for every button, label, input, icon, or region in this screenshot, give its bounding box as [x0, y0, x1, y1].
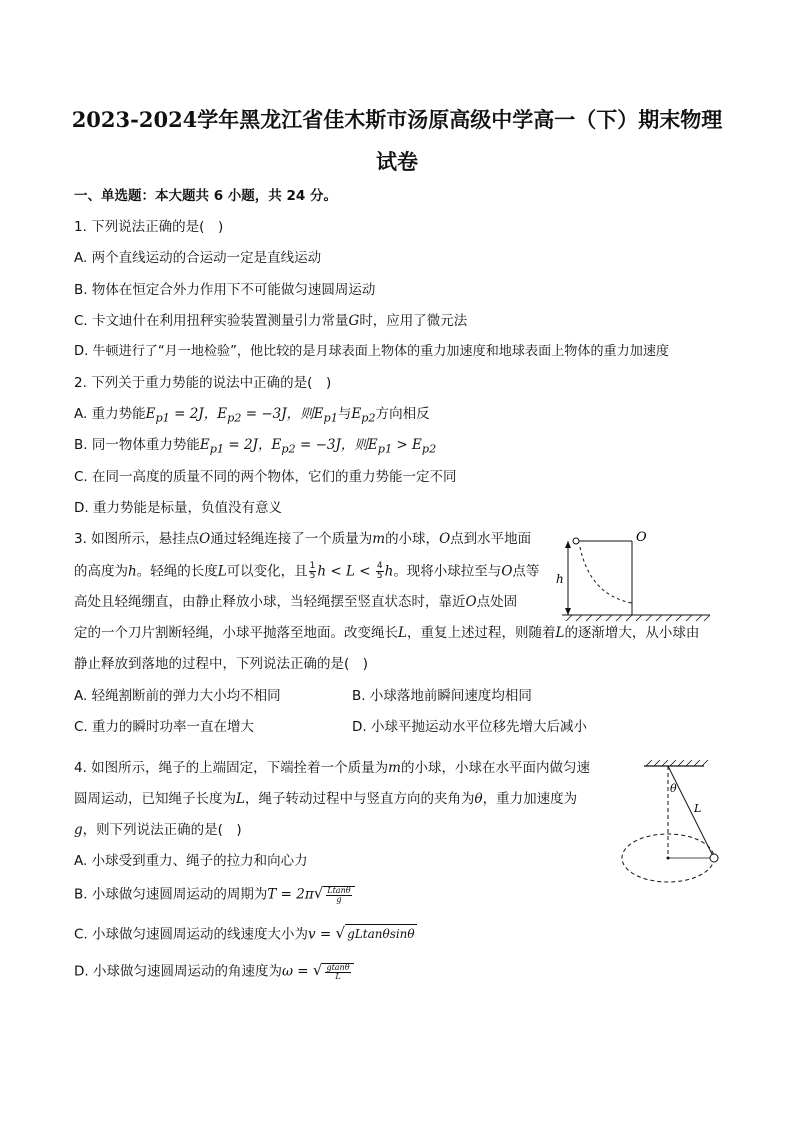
q2-option-d: D. 重力势能是标量，负值没有意义 — [74, 500, 282, 516]
q2-option-a — [74, 405, 430, 428]
q2-a-val2: = −3J，则 — [241, 406, 314, 422]
q3-frac2-num: 4 — [376, 561, 383, 571]
q2-b-e1: E — [199, 437, 210, 453]
q3-frac1-num: 1 — [309, 561, 316, 571]
q1-c-text1: C. 卡文迪什在利用扭秤实验装置测量引力常量 — [74, 313, 349, 329]
q4-option-a: A. 小球受到重力、绳子的拉力和向心力 — [74, 853, 308, 869]
q2-a-post: 方向相反 — [375, 406, 430, 422]
q4-d-eq: ω = — [281, 963, 313, 980]
q1-option-c — [74, 312, 467, 330]
q1-option-d: D. 牛顿进行了“月一地检验”，他比较的是月球表面上物体的重力加速度和地球表面上物体的重力加速度 — [74, 344, 670, 359]
q4-c-sqrt: √ gLtanθsinθ — [335, 924, 415, 942]
q3-option-a: A. 轻绳割断前的弹力大小均不相同 — [74, 688, 281, 704]
q2-a-mid: 与 — [337, 406, 352, 422]
q3-l3b: 点处固 — [476, 594, 518, 610]
q2-a-sub4: p2 — [361, 411, 376, 425]
q3-label-o: O — [636, 530, 647, 545]
q3-l1b: 通过轻绳连接了一个质量为 — [210, 531, 373, 547]
q2-b-prefix: B. 同一物体重力势能 — [74, 437, 200, 453]
q1-c-symbol: G — [348, 313, 360, 329]
q4-option-b — [74, 884, 355, 905]
q4-l1a: 4. 如图所示，绳子的上端固定，下端拴着一个质量为 — [74, 760, 389, 776]
q3-l2c: 可以变化，且 — [226, 563, 308, 580]
q4-l2b: ，绳子转动过程中与竖直方向的夹角为 — [244, 791, 475, 807]
q4-sym-l: L — [236, 791, 245, 807]
q3-option-c: C. 重力的瞬时功率一直在增大 — [74, 719, 255, 735]
q2-option-b — [74, 436, 436, 459]
q3-l1a: 3. 如图所示，悬挂点 — [74, 531, 200, 547]
q4-stem-line1 — [74, 759, 590, 777]
q2-a-e2: E — [217, 406, 228, 422]
q4-c-eq: v = — [308, 926, 336, 943]
q2-b-cmp: > — [392, 437, 413, 453]
q4-b-prefix: B. 小球做匀速圆周运动的周期为 — [74, 886, 268, 903]
q3-sym-o1: O — [199, 531, 211, 547]
q2-a-e4: E — [351, 406, 362, 422]
q3-option-b: B. 小球落地前瞬间速度均相同 — [352, 688, 532, 704]
q4-l2c: ，重力加速度为 — [482, 791, 578, 807]
q3-l4b: ，重复上述过程，则随着 — [406, 625, 556, 641]
q4-sym-g: g — [74, 822, 83, 838]
q3-l4a: 定的一个刀片割断轻绳，小球平抛落至地面。改变绳长 — [74, 625, 398, 641]
q4-b-sqrt: √ $\frac{Ltan\theta}{g}$ — [314, 884, 355, 905]
q3-frac1-den: 5 — [309, 571, 316, 581]
q1-c-text2: 时，应用了微元法 — [359, 313, 468, 329]
q2-option-c: C. 在同一高度的质量不同的两个物体，它们的重力势能一定不同 — [74, 469, 457, 485]
q4-d-rad-num: gtanθ — [326, 963, 350, 972]
q4-stem-line3 — [74, 821, 242, 839]
q3-arrow-head-down — [565, 608, 571, 615]
q3-stem-line3 — [74, 593, 517, 611]
q3-sym-o3: O — [501, 563, 513, 580]
q3-swing-path — [580, 547, 632, 603]
q2-a-e3: E — [313, 406, 324, 422]
q4-conical-pendulum-figure — [612, 758, 732, 890]
q3-ground-hatch — [566, 615, 710, 621]
q3-option-d: D. 小球平抛运动水平位移先增大后减小 — [352, 719, 587, 735]
q4-d-rad-den: L — [335, 972, 341, 981]
q3-stem-line2 — [74, 562, 539, 581]
q4-sym-theta: θ — [474, 791, 483, 807]
q3-stem-line4 — [74, 624, 699, 642]
q3-fraction-1 — [309, 562, 317, 581]
q3-ball — [573, 538, 579, 544]
q3-label-h: h — [556, 572, 564, 586]
q3-pendulum-figure — [550, 525, 720, 625]
doc-title-line1: 2023-2024学年黑龙江省佳木斯市汤原高级中学高一（下）期末物理 — [71, 107, 723, 132]
q4-rope — [668, 766, 714, 858]
q3-sym-m: m — [372, 531, 386, 547]
q3-sym-l: L — [217, 563, 227, 580]
q3-sym-h3: h — [384, 563, 394, 580]
q4-d-prefix: D. 小球做匀速圆周运动的角速度为 — [74, 963, 282, 980]
q2-a-sub3: p1 — [323, 411, 338, 425]
q2-b-e3: E — [367, 437, 378, 453]
q1-stem: 1. 下列说法正确的是( ) — [74, 219, 224, 235]
q2-b-sub2: p2 — [281, 442, 296, 456]
q4-ceiling-hatch — [646, 760, 708, 766]
q4-c-prefix: C. 小球做匀速圆周运动的线速度大小为 — [74, 926, 309, 943]
q4-label-l: L — [694, 802, 702, 815]
q4-ball — [710, 854, 718, 862]
doc-title-line2: 试卷 — [376, 149, 418, 174]
q2-a-sub2: p2 — [227, 411, 242, 425]
q4-option-c — [74, 924, 417, 945]
q3-l2d: < L < — [326, 563, 375, 580]
q4-center-dot — [667, 857, 670, 860]
q2-b-e2: E — [271, 437, 282, 453]
q3-l2a: 的高度为 — [74, 563, 128, 580]
q4-b-eq: T = 2π — [267, 886, 314, 903]
q2-b-val1: = 2J， — [224, 437, 272, 453]
q1-option-a: A. 两个直线运动的合运动一定是直线运动 — [74, 250, 322, 266]
q3-l3a: 高处且轻绳绷直，由静止释放小球，当轻绳摆至竖直状态时，靠近 — [74, 594, 466, 610]
q3-sym-h2: h — [317, 563, 327, 580]
q2-stem: 2. 下列关于重力势能的说法中正确的是( ) — [74, 375, 332, 391]
q4-l1b: 的小球，小球在水平面内做匀速 — [400, 760, 590, 776]
q4-l2a: 圆周运动，已知绳子长度为 — [74, 791, 236, 807]
q3-l1d: 点到水平地面 — [450, 531, 532, 547]
section-heading: 一、单选题：本大题共 6 小题，共 24 分。 — [74, 188, 337, 204]
q2-b-sub4: p2 — [421, 442, 437, 456]
q3-arrow-head-up — [565, 541, 571, 548]
q2-b-sub1: p1 — [209, 442, 225, 456]
q3-l1c: 的小球， — [385, 531, 440, 547]
q2-a-e1: E — [145, 406, 156, 422]
q3-l4c: 的逐渐增大，从小球由 — [564, 625, 700, 641]
q2-b-val2: = −3J，则 — [295, 437, 368, 453]
q4-label-theta: θ — [670, 782, 677, 795]
q4-b-rad-den: g — [336, 895, 342, 904]
q2-b-e4: E — [412, 437, 422, 453]
q3-sym-h: h — [128, 563, 137, 580]
q4-stem-line2 — [74, 790, 577, 808]
q3-sym-l3: L — [555, 625, 565, 641]
q4-sym-m: m — [388, 760, 401, 776]
q3-sym-o2: O — [439, 531, 451, 547]
q3-sym-o4: O — [465, 594, 477, 610]
q3-l2e: 。现将小球拉至与 — [393, 563, 502, 580]
q2-a-prefix: A. 重力势能 — [74, 406, 146, 422]
q4-d-sqrt: √ $\frac{gtan\theta}{L}$ — [313, 961, 354, 982]
q3-l2b: 。轻绳的长度 — [136, 563, 218, 580]
q2-b-sub3: p1 — [377, 442, 393, 456]
q4-l3: ，则下列说法正确的是( ) — [82, 822, 242, 838]
q4-b-rad-num: Ltanθ — [327, 886, 351, 895]
q3-stem-line5: 静止释放到落地的过程中，下列说法正确的是( ) — [74, 656, 369, 672]
q4-c-rad: gLtanθsinθ — [345, 924, 417, 943]
q2-a-sub1: p1 — [155, 411, 170, 425]
q3-l2f: 点等 — [512, 563, 540, 580]
q1-option-b: B. 物体在恒定合外力作用下不可能做匀速圆周运动 — [74, 282, 376, 298]
q4-option-d — [74, 961, 354, 982]
q3-sym-l2: L — [398, 625, 407, 641]
q3-stem-line1 — [74, 530, 531, 548]
q3-fraction-2 — [376, 562, 384, 581]
q3-frac2-den: 5 — [376, 571, 383, 581]
q2-a-val1: = 2J， — [169, 406, 218, 422]
